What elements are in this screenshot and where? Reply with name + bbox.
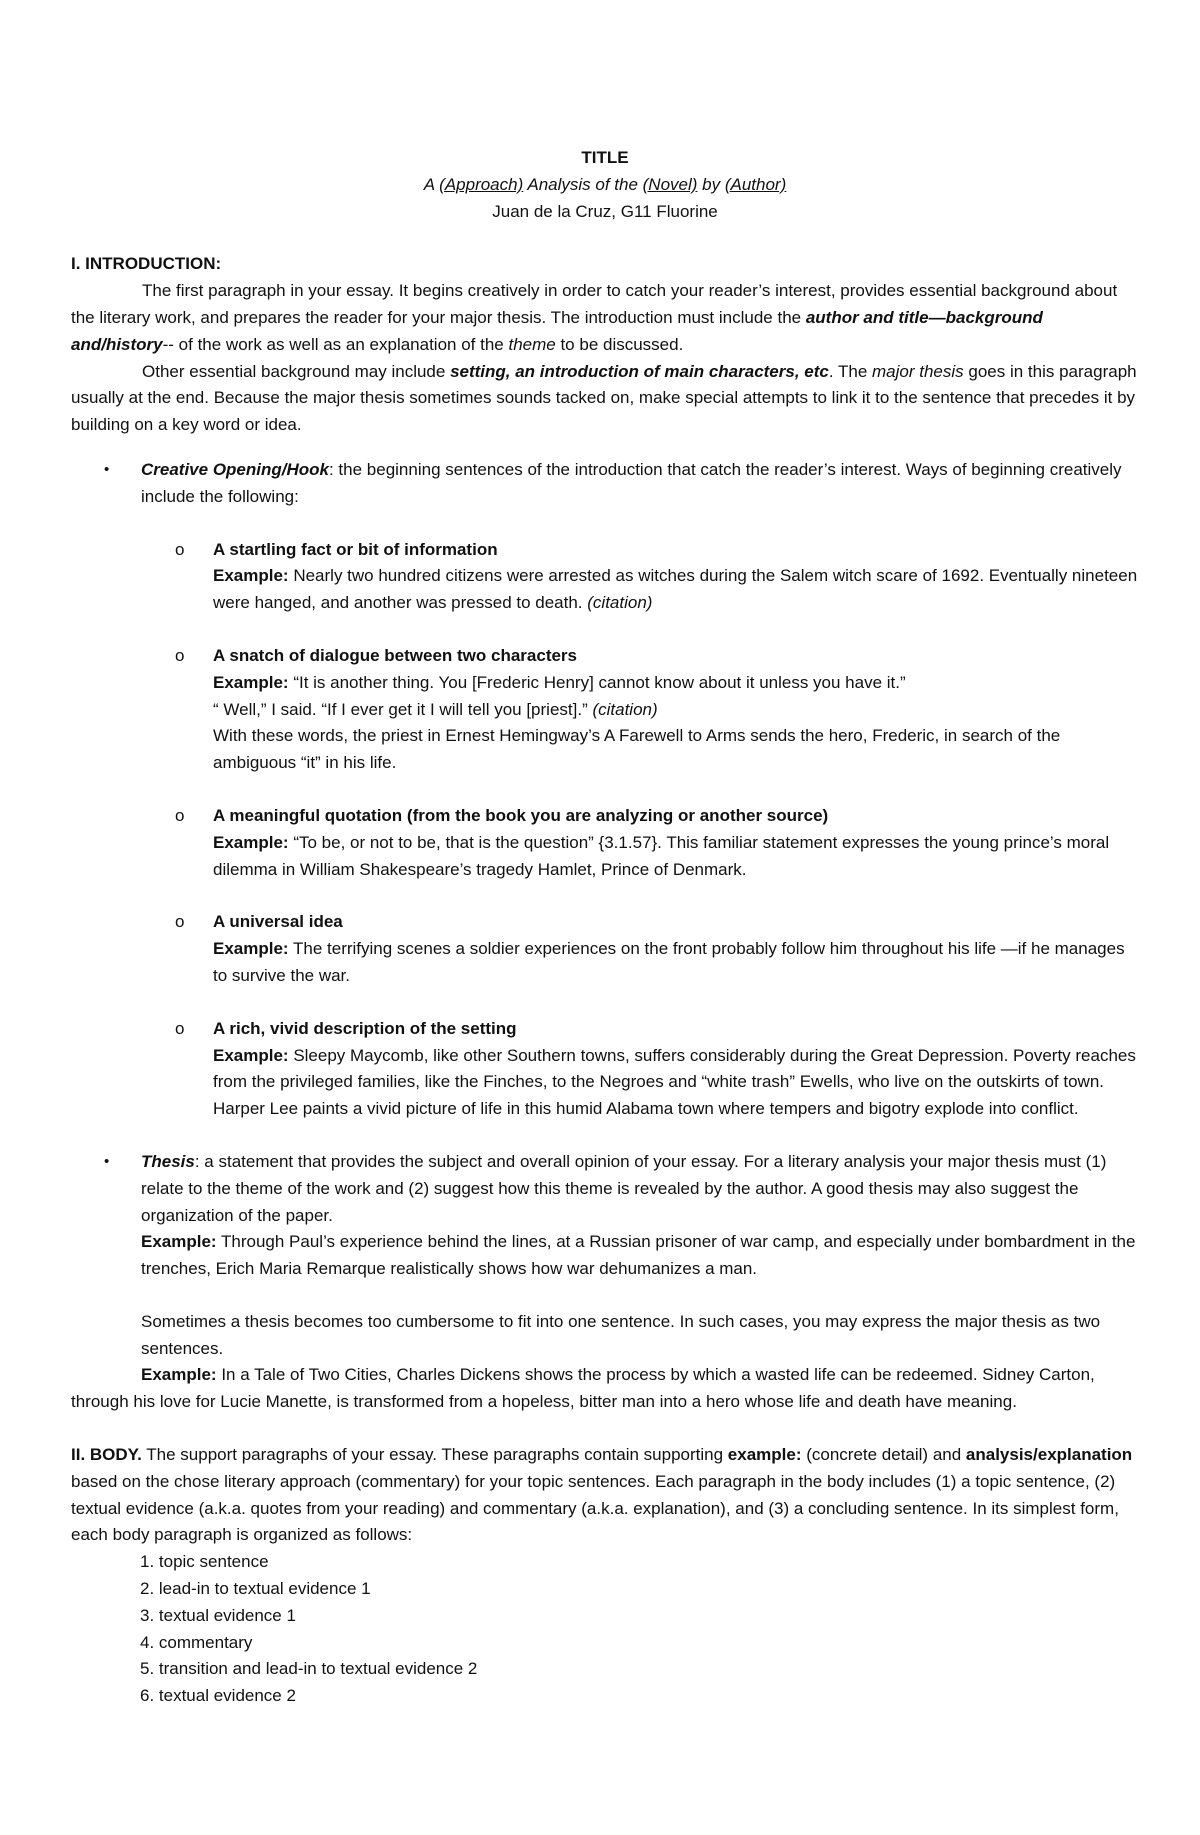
- circle-bullet-icon: o: [175, 539, 185, 559]
- example-label: Example:: [141, 1365, 217, 1385]
- subtitle-author: (Author): [724, 174, 787, 194]
- hook-label: Creative Opening/Hook: [141, 459, 329, 479]
- bullet-icon: •: [104, 460, 110, 478]
- document-content: [71, 145, 1139, 1710]
- thesis-bullet: [71, 1149, 1139, 1363]
- hook-bullet: [71, 457, 1139, 511]
- example-citation: (citation): [592, 699, 658, 719]
- subtitle-novel: (Novel): [642, 174, 698, 194]
- example-label: Example:: [213, 832, 289, 852]
- way-example: [213, 830, 1139, 884]
- circle-bullet-icon: o: [175, 805, 185, 825]
- intro-paragraph-1: [71, 278, 1139, 358]
- way-example-line-2: [213, 697, 1139, 724]
- way-title: A snatch of dialogue between two characters: [213, 645, 578, 665]
- intro-p1-text-3: to be discussed.: [555, 334, 684, 354]
- example-citation: (citation): [587, 593, 653, 613]
- way-title: A meaningful quotation (from the book you are analyzing or another source): [213, 805, 829, 825]
- intro-p1-theme: theme: [508, 334, 556, 354]
- example-label: Example:: [213, 1045, 289, 1065]
- thesis-text: [141, 1149, 1139, 1229]
- circle-bullet-icon: o: [175, 1018, 185, 1038]
- intro-p2-major-thesis: major thesis: [872, 361, 964, 381]
- body-steps-list: [71, 1549, 1139, 1710]
- example-text: “ Well,” I said. “If I ever get it I will tell you [priest].”: [213, 699, 593, 719]
- intro-heading: I. INTRODUCTION:: [71, 254, 222, 274]
- thesis-example: [141, 1229, 1139, 1283]
- body-text-1: The support paragraphs of your essay. These paragraphs contain supporting: [141, 1445, 728, 1465]
- subtitle-approach: (Approach): [439, 174, 524, 194]
- example-text: Nearly two hundred citizens were arrested as witches during the Salem witch scare of 1692. Eventually nineteen were hanged, and another was pressed to death.: [213, 566, 1138, 613]
- doc-byline: Juan de la Cruz, G11 Fluorine: [492, 201, 718, 221]
- way-title: A startling fact or bit of information: [213, 539, 498, 559]
- body-heading: II. BODY.: [71, 1445, 142, 1465]
- intro-p1-emphasis: author and title—background and/history: [71, 307, 1043, 354]
- circle-bullet-icon: o: [175, 645, 185, 665]
- list-item: 5. transition and lead-in to textual evidence 2: [140, 1659, 478, 1679]
- thesis-description: : a statement that provides the subject and overall opinion of your essay. For a literary analysis your major thesis must (1) relate to the theme of the work and (2) suggest how this theme is revealed by the author. A good thesis may also suggest the organization of the paper.: [141, 1151, 1107, 1225]
- example-text: The terrifying scenes a soldier experiences on the front probably follow him throughout his life —if he manages to survive the war.: [213, 939, 1125, 985]
- subtitle-text-3: by: [697, 174, 725, 194]
- way-title: A universal idea: [213, 912, 343, 932]
- way-example: [213, 670, 1139, 697]
- intro-p2-emphasis: setting, an introduction of main characters, etc: [450, 361, 829, 381]
- example-text: In a Tale of Two Cities, Charles Dickens shows the process by which a wasted life can be redeemed. Sidney Carton, through his love for Lucie Manette, is transformed from a hopeless, bitter man into a hero whose life and death have meaning.: [71, 1365, 1095, 1412]
- circle-bullet-icon: o: [175, 912, 185, 932]
- intro-paragraph-2: [71, 359, 1139, 439]
- way-item-5: [71, 1016, 1139, 1123]
- example-label: Example:: [213, 939, 289, 959]
- list-item: 2. lead-in to textual evidence 1: [140, 1579, 371, 1599]
- body-text-3: based on the chose literary approach (commentary) for your topic sentences. Each paragraph in the body includes (1) a topic sentence, (2) textual evidence (a.k.a. quotes from your reading) and commentary (a.k.a. explanation), and (3) a concluding sentence. In its simplest form, each body paragraph is organized as follows:: [71, 1471, 1119, 1545]
- example-label: Example:: [213, 566, 289, 586]
- intro-p2-text-2: . The: [828, 361, 873, 381]
- example-label: Example:: [213, 672, 289, 692]
- example-text: Through Paul’s experience behind the lines, at a Russian prisoner of war camp, and especially under bombardment in the trenches, Erich Maria Remarque realistically shows how war dehumanizes a man.: [141, 1232, 1136, 1279]
- thesis-label: Thesis: [141, 1151, 195, 1171]
- way-title: A rich, vivid description of the setting: [213, 1018, 517, 1038]
- list-item: 4. commentary: [140, 1632, 253, 1652]
- list-item: 1. topic sentence: [140, 1552, 269, 1572]
- doc-title: TITLE: [581, 148, 629, 167]
- body-paragraph: [71, 1442, 1139, 1549]
- intro-p1-text-2: -- of the work as well as an explanation of the: [162, 334, 509, 354]
- hook-description: : the beginning sentences of the introduction that catch the reader’s interest. Ways of beginning creatively include the following:: [141, 459, 1122, 506]
- way-example-line-3: With these words, the priest in Ernest Hemingway’s A Farewell to Arms sends the hero, Frederic, in search of the ambiguous “it” in his life.: [213, 726, 1061, 773]
- thesis-note: Sometimes a thesis becomes too cumbersome to fit into one sentence. In such cases, you may express the major thesis as two sentences.: [141, 1311, 1101, 1358]
- list-item: 3. textual evidence 1: [140, 1605, 296, 1625]
- hook-text: [141, 457, 1139, 511]
- body-text-2: (concrete detail) and: [801, 1445, 966, 1465]
- example-text: “It is another thing. You [Frederic Henry] cannot know about it unless you have it.”: [288, 672, 906, 692]
- way-item-2: [71, 643, 1139, 777]
- intro-p1-text-1: The first paragraph in your essay. It begins creatively in order to catch your reader’s interest, provides essential background about the literary work, and prepares the reader for your major thesis. The introduction must include the: [71, 281, 1118, 327]
- way-item-1: [71, 537, 1139, 617]
- thesis-example-2: [71, 1362, 1139, 1416]
- list-item: 6. textual evidence 2: [140, 1686, 296, 1706]
- example-label: Example:: [141, 1232, 217, 1252]
- way-item-3: [71, 803, 1139, 883]
- body-bold-analysis: analysis/explanation: [965, 1445, 1133, 1465]
- example-text: Sleepy Maycomb, like other Southern towns, suffers considerably during the Great Depression. Poverty reaches from the privileged families, like the Finches, to the Negroes and “white trash” Ewells, who live on the outskirts of town. Harper Lee paints a vivid picture of life in this humid Alabama town where tempers and bigotry explode into conflict.: [213, 1045, 1136, 1119]
- way-item-4: [71, 909, 1139, 989]
- body-bold-example: example:: [727, 1445, 802, 1465]
- way-example: [213, 563, 1139, 617]
- intro-p2-text-3: goes in this paragraph usually at the end. Because the major thesis sometimes sounds tacked on, make special attempts to link it to the sentence that precedes it by building on a key word or idea.: [71, 361, 1137, 435]
- way-example: [213, 936, 1139, 990]
- subtitle-text-2: Analysis of the: [523, 174, 643, 194]
- bullet-icon: •: [104, 1152, 110, 1170]
- doc-subtitle: [71, 172, 1139, 199]
- way-example: [213, 1043, 1139, 1123]
- example-text: “To be, or not to be, that is the question” {3.1.57}. This familiar statement expresses the young prince’s moral dilemma in William Shakespeare’s tragedy Hamlet, Prince of Denmark.: [213, 832, 1110, 879]
- intro-p2-text-1: Other essential background may include: [142, 361, 451, 381]
- subtitle-text-1: A: [423, 174, 440, 194]
